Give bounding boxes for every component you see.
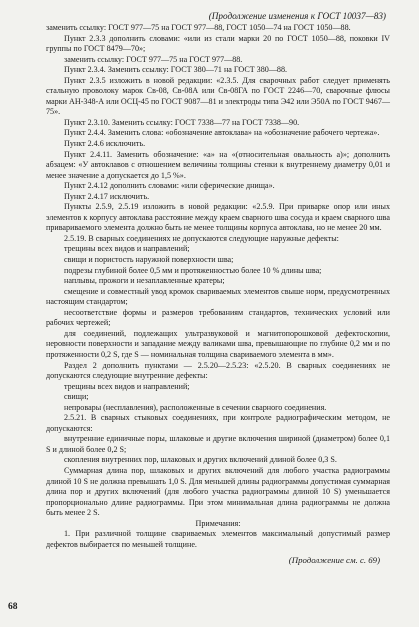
paragraph-13: 2.5.19. В сварных соединениях не допускаются следующие наружные дефекты: xyxy=(64,233,339,243)
paragraph-3: заменить ссылку: ГОСТ 977—75 на ГОСТ 977—88. xyxy=(64,54,243,64)
notes-heading: Примечания: xyxy=(195,518,241,528)
paragraph-23: свищи; xyxy=(64,392,89,402)
paragraph-17: наплывы, прожоги и незаплавленные кратеры; xyxy=(64,276,225,286)
paragraph-30: 1. При различной толщине свариваемых элементов максимальный допустимый размер дефектов выбирается по меньшей толщине. xyxy=(46,529,390,549)
page-header: (Продолжение изменения к ГОСТ 10037—83) xyxy=(208,11,386,21)
paragraph-16: подрезы глубиной более 0,5 мм и протяженностью более 10 % длины шва; xyxy=(64,265,322,275)
paragraph-15: свищи и пористость наружной поверхности шва; xyxy=(64,255,234,265)
paragraph-18: смещение и совместный увод кромок свариваемых элементов свыше норм, предусмотренных настоящим стандартом; xyxy=(46,286,390,307)
paragraph-9: Пункт 2.4.11. Заменить обозначение: «а» на «(относительная овальность а)»; дополнить абзацем: «У автоклавов с отношением величины толщины стенки к внутреннему диаметру 0,01 и менее значение а допускается до 1,5 %». xyxy=(46,149,390,180)
paragraph-26: внутренние единичные поры, шлаковые и другие включения шириной (диаметром) более 0,1 S и длиной более 0,2 S; xyxy=(46,434,390,454)
paragraph-28: Суммарная длина пор, шлаковых и других включений для любого участка радиограммы длиной 10 S не должна превышать 1,0 S. Для меньшей длины радиограммы допустимая суммарная длина пор и других включений (для любого участка радиограммы длиной 10 S) уменьшается пропорционально длине радиограммы. При этом минимальная длина радиограммы не должна быть менее 2 S. xyxy=(46,465,390,518)
paragraph-22: трещины всех видов и направлений; xyxy=(64,381,190,391)
paragraph-6: Пункт 2.3.10. Заменить ссылку: ГОСТ 7338—77 на ГОСТ 7338—90. xyxy=(64,117,300,127)
paragraph-10: Пункт 2.4.12 дополнить словами: «или сферические днища». xyxy=(64,181,275,191)
paragraph-8: Пункт 2.4.6 исключить. xyxy=(64,139,146,149)
paragraph-19: несоответствие формы и размеров требованиям стандартов, технических условий или рабочих чертежей; xyxy=(46,307,390,328)
paragraph-5: Пункт 2.3.5 изложить в новой редакции: «2.3.5. Для сварочных работ следует применять стальную проволоку марок Св-08, Св-08А или Св-08ГА по ГОСТ 2246—70, сварочные флюсы марки АН-348-А или ОСЦ-45 по ГОСТ 9087—81 и электроды типа Э42 или Э50А по ГОСТ 9467—75». xyxy=(46,75,390,117)
continuation-note: (Продолжение см. с. 69) xyxy=(288,555,380,566)
paragraph-7: Пункт 2.4.4. Заменить слова: «обозначение автоклава» на «обозначение рабочего чертежа». xyxy=(64,128,380,138)
paragraph-21: Раздел 2 дополнить пунктами — 2.5.20—2.5.23: «2.5.20. В сварных соединениях не допускаются следующие внутренние дефекты: xyxy=(46,360,390,381)
paragraph-14: трещины всех видов и направлений; xyxy=(64,244,190,254)
paragraph-4: Пункт 2.3.4. Заменить ссылку: ГОСТ 380—71 на ГОСТ 380—88. xyxy=(64,65,288,75)
paragraph-1: заменить ссылку: ГОСТ 977—75 на ГОСТ 977—88, ГОСТ 1050—74 на ГОСТ 1050—88. xyxy=(46,23,351,32)
paragraph-2: Пункт 2.3.3 дополнить словами: «или из стали марки 20 по ГОСТ 1050—88, поковки IV группы по ГОСТ 8479—70»; xyxy=(46,33,390,54)
paragraph-20: для соединений, подлежащих ультразвуковой и магнитопорошковой дефектоскопии, неровности поверхности и западание между валиками шва, превышающие по глубине 0,2 мм и по протяженности 0,2 S, где S — номинальная толщина свариваемого элемента в мм». xyxy=(46,328,390,359)
paragraph-27: скопления внутренних пор, шлаковых и других включений длиной более 0,3 S. xyxy=(64,455,337,465)
paragraph-11: Пункт 2.4.17 исключить. xyxy=(64,191,150,201)
page-number: 68 xyxy=(8,602,18,612)
paragraph-24: непровары (несплавления), расположенные в сечении сварного соединения. xyxy=(64,402,327,412)
paragraph-25: 2.5.21. В сварных стыковых соединениях, при контроле радиографическим методом, не допускаются: xyxy=(46,413,390,433)
paragraph-12: Пункты 2.5.9, 2.5.19 изложить в новой редакции: «2.5.9. При приварке опор или иных элементов к корпусу автоклава расстояние между краем сварного шва сосуда и краем сварного шва привариваемого элемента должно быть не менее толщины корпуса автоклава, но не менее 20 мм. xyxy=(46,202,390,233)
